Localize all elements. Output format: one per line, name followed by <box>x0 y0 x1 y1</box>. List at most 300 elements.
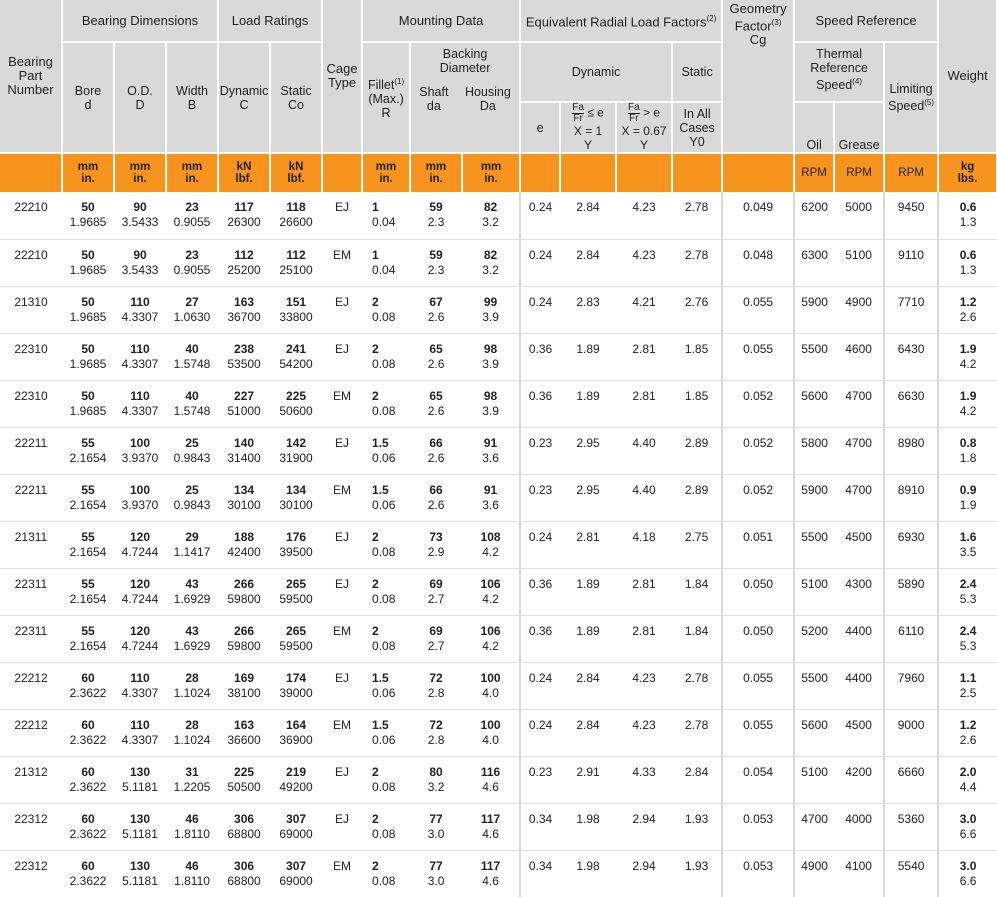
e-value: 0.24 <box>528 670 553 685</box>
limiting-speed: 5360 <box>897 811 925 826</box>
value-primary: 69 <box>429 576 443 591</box>
oil-speed: 5500 <box>801 341 828 356</box>
grease-speed: 4100 <box>845 858 872 873</box>
value-secondary: 1.8110 <box>174 826 210 841</box>
value-secondary: 26300 <box>227 215 261 229</box>
value-secondary: 0.9055 <box>173 215 211 229</box>
e-value: 0.23 <box>528 435 553 450</box>
value-secondary: 53500 <box>227 356 261 371</box>
equivalent-factors-header: Equivalent Radial Load Factors$^{(2)}$ <box>520 0 722 42</box>
value-primary: 82 <box>483 247 498 262</box>
limiting-speed: 9110 <box>898 247 924 262</box>
value-secondary: 4.3307 <box>121 309 159 324</box>
value-primary: 50 <box>81 247 95 262</box>
value-primary: 106 <box>480 623 501 638</box>
value-primary: 31 <box>185 764 199 779</box>
value-primary: 91 <box>483 482 498 497</box>
value-secondary: 0.08 <box>372 591 396 606</box>
y-gt-header: $\frac{Fa}{Fr}$ > e X = 0.67 Y <box>616 102 672 153</box>
value-secondary: 59500 <box>279 638 313 653</box>
limiting-speed: 6630 <box>897 388 925 403</box>
bore-header: Bore d <box>62 42 114 153</box>
value-primary: 72 <box>429 717 443 732</box>
value-primary: 188 <box>234 529 255 544</box>
oil-speed: 5900 <box>801 482 828 497</box>
cage-type: EJ <box>335 670 350 685</box>
value-secondary: 4.2 <box>482 638 499 653</box>
value-primary: 72 <box>429 670 443 685</box>
value-primary: 100 <box>129 435 151 450</box>
value-primary: 0.8 <box>959 435 977 450</box>
static-load-header: Static Co <box>270 42 322 153</box>
value-primary: 59 <box>429 200 443 214</box>
value-primary: 225 <box>234 764 255 779</box>
value-secondary: 3.9370 <box>121 497 159 512</box>
value-primary: 2 <box>372 623 379 638</box>
value-primary: 169 <box>234 670 255 685</box>
table-row <box>0 521 997 568</box>
value-primary: 1.6 <box>959 529 977 544</box>
oil-speed: 5200 <box>801 623 828 638</box>
part-number: 21311 <box>14 529 48 544</box>
e-value: 0.34 <box>528 858 553 873</box>
value-primary: 69 <box>429 623 443 638</box>
value-primary: 67 <box>429 294 443 309</box>
value-secondary: 0.08 <box>372 309 396 324</box>
value-primary: 110 <box>130 670 150 685</box>
oil-speed: 6300 <box>801 247 828 262</box>
value-primary: 100 <box>129 482 151 497</box>
value-secondary: 4.6 <box>482 873 499 888</box>
value-primary: 43 <box>185 623 199 638</box>
oil-speed: 4900 <box>801 858 828 873</box>
load-ratings-header: Load Ratings <box>218 0 322 42</box>
geometry-factor-value: 0.050 <box>743 623 774 638</box>
value-secondary: 2.3 <box>427 215 445 229</box>
value-secondary: 3.6 <box>482 497 499 512</box>
value-secondary: 36700 <box>227 309 261 324</box>
value-primary: 82 <box>483 200 498 214</box>
y-le-value: 1.89 <box>576 388 600 403</box>
value-secondary: 2.3 <box>427 262 445 277</box>
geometry-factor-value: 0.055 <box>743 717 774 732</box>
value-primary: 1.9 <box>959 341 977 356</box>
value-secondary: 1.2205 <box>173 779 211 794</box>
cage-type: EJ <box>335 576 350 591</box>
value-secondary: 26600 <box>279 215 313 229</box>
y-gt-value: 4.33 <box>632 764 656 779</box>
cage-type: EJ <box>335 200 350 214</box>
value-primary: 174 <box>286 670 307 685</box>
value-primary: 1.9 <box>959 388 977 403</box>
value-primary: 100 <box>480 670 501 685</box>
table-row <box>0 568 997 615</box>
grease-header: Grease <box>834 102 884 153</box>
speed-reference-header: Speed Reference <box>794 0 938 42</box>
value-secondary: 1.6929 <box>173 638 211 653</box>
housing-header: Housing Da <box>464 85 511 113</box>
limiting-speed: 6430 <box>897 341 925 356</box>
value-primary: 0.6 <box>959 247 977 262</box>
value-primary: 130 <box>129 811 151 826</box>
value-secondary: 0.9843 <box>173 450 211 465</box>
geometry-factor-value: 0.054 <box>743 764 774 779</box>
oil-speed: 5600 <box>801 717 828 732</box>
grease-speed: 5100 <box>845 247 872 262</box>
value-secondary: 51000 <box>227 403 261 418</box>
y-le-value: 2.84 <box>576 247 600 262</box>
y-le-value: 2.91 <box>576 764 600 779</box>
value-primary: 55 <box>81 482 95 497</box>
value-secondary: 0.08 <box>372 403 396 418</box>
value-secondary: 3.5433 <box>121 215 159 229</box>
value-primary: 60 <box>81 858 95 873</box>
y0-value: 2.89 <box>684 435 709 450</box>
limiting-speed: 6660 <box>897 764 925 779</box>
y-le-value: 2.83 <box>576 294 600 309</box>
value-primary: 120 <box>129 576 151 591</box>
e-value: 0.24 <box>528 717 553 732</box>
value-secondary: 2.6 <box>959 309 977 324</box>
value-secondary: 3.0 <box>427 826 445 841</box>
oil-speed: 5100 <box>801 764 828 779</box>
y-gt-value: 4.23 <box>632 247 656 262</box>
value-secondary: 1.5748 <box>173 403 211 418</box>
value-secondary: 33800 <box>279 309 313 324</box>
y0-header: In All Cases Y0 <box>672 102 722 153</box>
value-secondary: 0.08 <box>372 779 396 794</box>
value-secondary: 31400 <box>227 450 261 465</box>
limiting-speed: 7710 <box>897 294 925 309</box>
value-secondary: 2.7 <box>427 591 445 606</box>
e-value: 0.36 <box>528 388 553 403</box>
value-primary: 164 <box>286 717 307 732</box>
table-row <box>0 239 997 286</box>
value-secondary: 4.3307 <box>121 732 159 747</box>
y0-value: 2.75 <box>684 529 709 544</box>
grease-speed: 4900 <box>845 294 872 309</box>
value-primary: 43 <box>185 576 199 591</box>
value-secondary: 39000 <box>279 685 313 700</box>
y0-value: 2.78 <box>684 670 709 685</box>
limiting-speed: 7960 <box>897 670 925 685</box>
e-value: 0.23 <box>528 764 553 779</box>
value-secondary: 25200 <box>227 262 261 277</box>
value-secondary: 4.0 <box>482 732 499 747</box>
part-number: 22312 <box>14 858 48 873</box>
value-primary: 2 <box>372 764 379 779</box>
value-secondary: 68800 <box>227 826 261 841</box>
value-primary: 98 <box>483 341 498 356</box>
oil-speed: 5800 <box>801 435 828 450</box>
y0-value: 2.76 <box>684 294 709 309</box>
oil-speed: 5900 <box>801 294 828 309</box>
e-value: 0.36 <box>528 623 553 638</box>
value-secondary: 3.9 <box>482 403 499 418</box>
value-primary: 65 <box>429 341 443 356</box>
backing-diameter-header: Backing Diameter Shaft da Housing Da <box>410 42 520 153</box>
cage-type: EJ <box>335 435 350 450</box>
e-value: 0.23 <box>528 482 553 497</box>
value-primary: 55 <box>81 435 95 450</box>
value-secondary: 4.0 <box>482 685 499 700</box>
y-gt-value: 2.81 <box>632 388 656 403</box>
value-primary: 306 <box>234 811 255 826</box>
table-row <box>0 333 997 380</box>
cage-type: EM <box>333 858 352 873</box>
table-row <box>0 427 997 474</box>
grease-speed: 4700 <box>845 482 872 497</box>
value-primary: 27 <box>185 294 199 309</box>
value-secondary: 1.3 <box>959 215 977 229</box>
value-secondary: 68800 <box>227 873 261 888</box>
value-secondary: 31900 <box>279 450 313 465</box>
grease-speed: 4700 <box>845 435 872 450</box>
value-primary: 2.4 <box>959 576 977 591</box>
value-primary: 227 <box>234 388 255 403</box>
grease-speed: 4200 <box>845 764 872 779</box>
value-primary: 116 <box>480 764 501 779</box>
value-primary: 40 <box>185 388 199 403</box>
value-secondary: 3.2 <box>482 215 499 229</box>
grease-speed: 4500 <box>845 717 872 732</box>
value-secondary: 1.8 <box>959 450 977 465</box>
dynamic-load-header: Dynamic C <box>218 42 270 153</box>
part-number: 22312 <box>14 811 48 826</box>
y-gt-value: 4.23 <box>632 670 656 685</box>
value-secondary: 5.3 <box>959 591 977 606</box>
value-secondary: 42400 <box>227 544 261 559</box>
value-primary: 266 <box>234 623 255 638</box>
value-secondary: 0.04 <box>372 262 396 277</box>
value-primary: 2 <box>372 529 379 544</box>
value-primary: 50 <box>81 341 95 356</box>
value-secondary: 4.2 <box>959 403 977 418</box>
y-le-value: 1.89 <box>576 623 600 638</box>
value-primary: 134 <box>234 482 255 497</box>
value-primary: 307 <box>286 858 307 873</box>
value-secondary: 3.2 <box>482 262 499 277</box>
value-secondary: 2.1654 <box>69 450 107 465</box>
value-primary: 2.4 <box>959 623 977 638</box>
cage-type: EJ <box>335 811 350 826</box>
value-secondary: 2.6 <box>427 403 445 418</box>
cage-type-header: Cage Type <box>322 0 362 153</box>
y-le-value: 1.89 <box>576 576 600 591</box>
value-secondary: 3.2 <box>427 779 445 794</box>
value-primary: 2 <box>372 858 379 873</box>
part-number: 22210 <box>14 247 48 262</box>
limiting-speed: 8910 <box>897 482 925 497</box>
y0-value: 1.84 <box>684 623 709 638</box>
value-secondary: 2.3622 <box>69 779 107 794</box>
part-number: 22311 <box>14 576 48 591</box>
value-secondary: 4.4 <box>959 779 977 794</box>
part-number: 22211 <box>14 482 48 497</box>
weight-header: Weight <box>938 0 997 153</box>
value-secondary: 0.08 <box>372 826 396 841</box>
oil-speed: 6200 <box>801 200 828 214</box>
value-secondary: 1.3 <box>959 262 977 277</box>
value-primary: 2.0 <box>959 764 977 779</box>
y-gt-value: 4.18 <box>632 529 656 544</box>
value-primary: 1.1 <box>959 670 977 685</box>
value-primary: 55 <box>81 576 95 591</box>
value-primary: 2 <box>372 294 379 309</box>
shaft-header: Shaft da <box>419 85 449 113</box>
value-primary: 25 <box>185 435 199 450</box>
cage-type: EJ <box>335 341 350 356</box>
value-secondary: 0.08 <box>372 356 396 371</box>
value-secondary: 1.5748 <box>173 356 211 371</box>
value-secondary: 5.1181 <box>122 826 158 841</box>
value-secondary: 1.8110 <box>174 873 210 888</box>
value-primary: 23 <box>185 200 199 214</box>
value-primary: 2 <box>372 388 379 403</box>
value-secondary: 50500 <box>227 779 261 794</box>
oil-header: Oil <box>794 102 834 153</box>
value-primary: 219 <box>286 764 307 779</box>
e-header: e <box>520 102 560 153</box>
value-primary: 99 <box>483 294 498 309</box>
table-row <box>0 662 997 709</box>
geometry-factor-header: Geometry Factor$^{(3)}$ Cg <box>722 0 794 153</box>
e-value: 0.24 <box>528 200 553 214</box>
od-header: O.D. D <box>114 42 166 153</box>
value-secondary: 2.1654 <box>69 591 107 606</box>
value-primary: 25 <box>185 482 199 497</box>
e-value: 0.24 <box>528 247 553 262</box>
grease-speed: 4400 <box>845 623 872 638</box>
value-secondary: 30100 <box>279 497 313 512</box>
value-secondary: 3.5433 <box>121 262 159 277</box>
value-secondary: 1.6929 <box>173 591 211 606</box>
geometry-factor-value: 0.053 <box>743 858 774 873</box>
value-secondary: 2.1654 <box>69 497 107 512</box>
grease-speed: 4300 <box>845 576 872 591</box>
value-primary: 60 <box>81 717 95 732</box>
oil-speed: 5500 <box>801 670 828 685</box>
value-primary: 50 <box>81 200 95 214</box>
value-secondary: 1.1024 <box>173 685 211 700</box>
value-secondary: 1.9685 <box>69 309 107 324</box>
grease-speed: 4000 <box>845 811 872 826</box>
value-primary: 60 <box>81 764 95 779</box>
value-primary: 108 <box>480 529 501 544</box>
value-primary: 120 <box>129 623 151 638</box>
units-row: mm in. mm in. mm in. kN lbf. kN lbf. mm in. mm in. mm in. RPM RPM RPM kg lbs. <box>0 153 997 192</box>
value-secondary: 2.6 <box>427 450 445 465</box>
cage-type: EM <box>333 482 352 497</box>
table-row <box>0 474 997 521</box>
value-primary: 50 <box>81 388 95 403</box>
value-primary: 1.5 <box>372 435 389 450</box>
value-secondary: 4.2 <box>959 356 977 371</box>
value-secondary: 4.2 <box>482 591 499 606</box>
value-secondary: 0.08 <box>372 544 396 559</box>
y-gt-value: 2.94 <box>632 811 656 826</box>
value-primary: 55 <box>81 623 95 638</box>
value-secondary: 3.0 <box>427 873 445 888</box>
value-secondary: 2.7 <box>427 638 445 653</box>
value-secondary: 2.6 <box>427 497 445 512</box>
value-primary: 118 <box>286 200 306 214</box>
table-row <box>0 850 997 897</box>
limiting-speed: 9000 <box>897 717 925 732</box>
value-primary: 77 <box>429 858 443 873</box>
value-secondary: 1.9 <box>959 497 977 512</box>
eq-dynamic-header: Dynamic <box>520 42 672 102</box>
value-primary: 1.2 <box>959 294 977 309</box>
value-secondary: 38100 <box>227 685 261 700</box>
value-secondary: 25100 <box>279 262 313 277</box>
y-gt-value: 2.81 <box>632 341 656 356</box>
value-primary: 98 <box>483 388 498 403</box>
y0-value: 2.84 <box>684 764 709 779</box>
value-secondary: 0.9843 <box>173 497 211 512</box>
value-secondary: 3.9 <box>482 309 499 324</box>
value-primary: 2 <box>372 341 379 356</box>
value-secondary: 1.0630 <box>173 309 211 324</box>
value-secondary: 0.06 <box>372 497 396 512</box>
y-gt-value: 2.81 <box>632 576 656 591</box>
table-row <box>0 380 997 427</box>
value-secondary: 4.3307 <box>121 356 159 371</box>
value-primary: 265 <box>286 623 307 638</box>
value-secondary: 4.6 <box>482 779 499 794</box>
e-value: 0.24 <box>528 294 553 309</box>
y0-value: 2.89 <box>684 482 709 497</box>
geometry-factor-value: 0.055 <box>743 294 774 309</box>
value-primary: 29 <box>185 529 199 544</box>
value-secondary: 4.7244 <box>121 544 159 559</box>
value-primary: 1.5 <box>372 717 389 732</box>
y-le-value: 2.81 <box>576 529 600 544</box>
part-number: 22212 <box>14 670 48 685</box>
cage-type: EM <box>333 388 352 403</box>
y-gt-value: 4.23 <box>632 717 656 732</box>
value-secondary: 3.5 <box>959 544 977 559</box>
geometry-factor-value: 0.055 <box>743 670 774 685</box>
part-number: 21310 <box>14 294 48 309</box>
value-secondary: 4.2 <box>482 544 499 559</box>
value-secondary: 2.3622 <box>69 685 107 700</box>
value-primary: 142 <box>286 435 307 450</box>
value-secondary: 2.1654 <box>69 638 107 653</box>
y0-value: 1.93 <box>684 858 709 873</box>
value-secondary: 1.9685 <box>69 356 107 371</box>
y0-value: 2.78 <box>684 717 709 732</box>
geometry-factor-value: 0.052 <box>743 388 774 403</box>
y0-value: 1.85 <box>684 388 709 403</box>
value-primary: 1.5 <box>372 670 389 685</box>
y-le-value: 2.95 <box>576 482 600 497</box>
grease-speed: 4500 <box>845 529 872 544</box>
value-secondary: 4.3307 <box>121 403 159 418</box>
value-primary: 238 <box>234 341 255 356</box>
value-secondary: 49200 <box>279 779 313 794</box>
value-secondary: 0.06 <box>372 732 396 747</box>
value-primary: 40 <box>185 341 199 356</box>
value-primary: 66 <box>429 435 443 450</box>
value-secondary: 1.9685 <box>69 403 107 418</box>
value-primary: 110 <box>130 294 150 309</box>
part-number: 22210 <box>14 200 48 214</box>
value-primary: 28 <box>185 670 199 685</box>
y0-value: 2.78 <box>684 200 709 214</box>
thermal-speed-header: Thermal Reference Speed$^{(4)}$ <box>794 42 884 102</box>
e-value: 0.36 <box>528 576 553 591</box>
